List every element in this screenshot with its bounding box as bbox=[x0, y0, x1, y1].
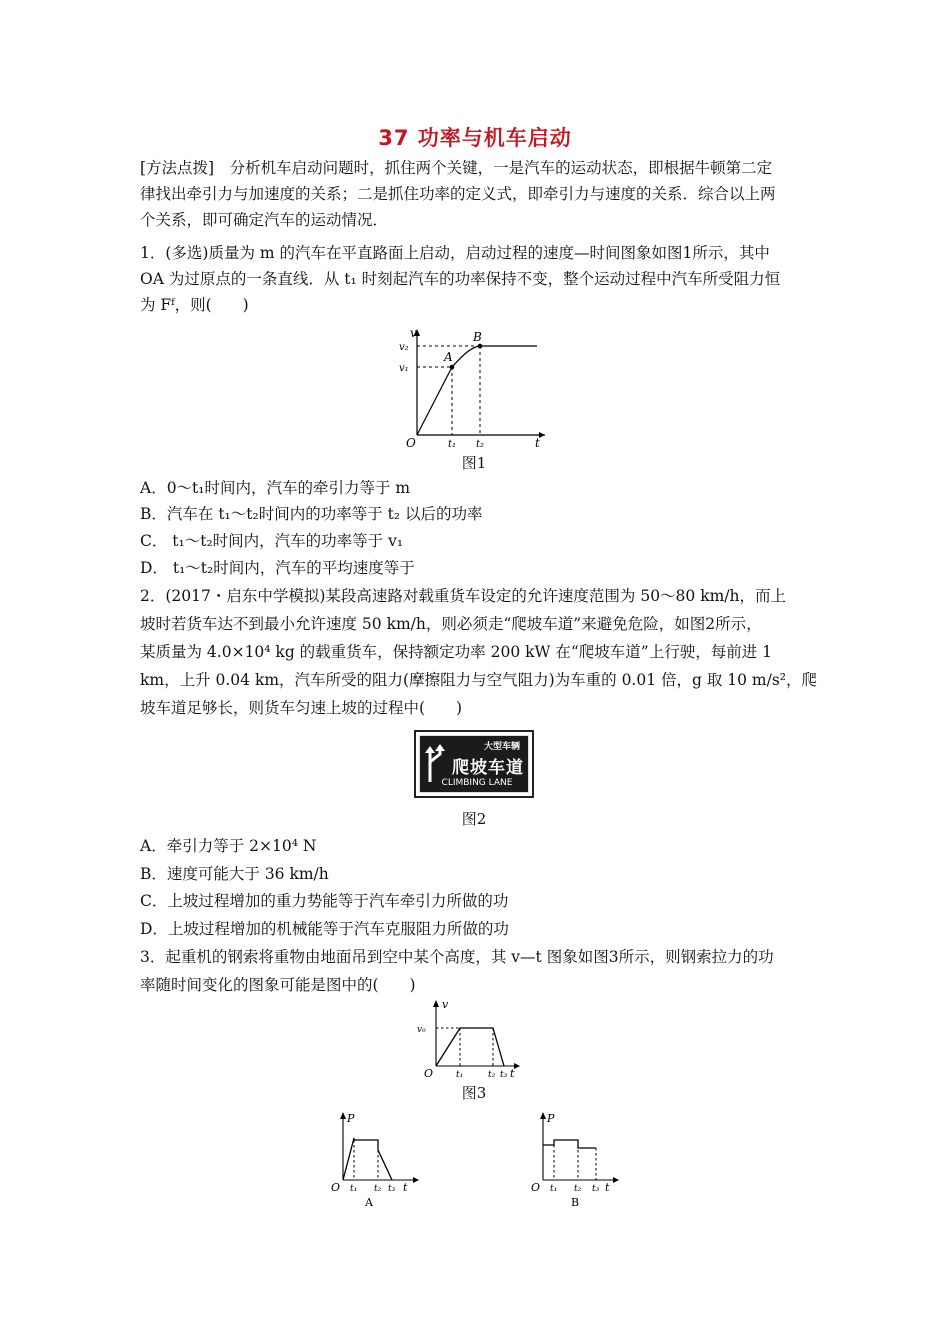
q1-option-b: B．汽车在 t₁～t₂时间内的功率等于 t₂ 以后的功率 bbox=[140, 505, 483, 523]
tick-label-t2: t₂ bbox=[574, 1184, 582, 1194]
q2-stem-line: 坡时若货车达不到最小允许速度 50 km/h，则必须走“爬坡车道”来避免危险，如图2所示， bbox=[140, 615, 762, 633]
origin-label: O bbox=[406, 436, 416, 450]
sign-top-text: 大型车辆 bbox=[483, 742, 520, 752]
q1-option-d: D． t₁～t₂时间内，汽车的平均速度等于 bbox=[140, 559, 415, 577]
method-tip-line: 个关系，即可确定汽车的运动情况． bbox=[140, 211, 389, 229]
tick-label-t1: t₁ bbox=[350, 1184, 358, 1194]
figure-3-caption: 图3 bbox=[461, 1084, 487, 1102]
q2-stem-line: 某质量为 4.0×10⁴ kg 的载重货车，保持额定功率 200 kW 在“爬坡车道”上行驶，每前进 1 bbox=[140, 643, 772, 661]
point-label-b: B bbox=[473, 330, 482, 344]
tick-label-t1: t₁ bbox=[550, 1184, 558, 1194]
method-tip-line: [方法点拨] 分析机车启动问题时，抓住两个关键，一是汽车的运动状态，即根据牛顿第二定 bbox=[140, 159, 773, 177]
tick-label-v1: v₁ bbox=[399, 363, 409, 374]
choice-b-pt-graph bbox=[525, 1110, 625, 1210]
choice-a-pt-graph bbox=[325, 1110, 425, 1210]
tick-label-t3: t₃ bbox=[592, 1184, 600, 1194]
origin-label: O bbox=[331, 1181, 341, 1194]
tick-label-v0: v₀ bbox=[417, 1025, 426, 1035]
choice-b-label: B bbox=[571, 1196, 580, 1209]
tick-label-v2: v₂ bbox=[399, 342, 409, 353]
tick-label-t2: t₂ bbox=[374, 1184, 382, 1194]
axis-label-t: t bbox=[535, 436, 540, 450]
q2-option-b: B．速度可能大于 36 km/h bbox=[140, 865, 329, 883]
climbing-lane-sign bbox=[414, 730, 534, 798]
axis-label-t: t bbox=[510, 1067, 515, 1080]
q1-stem-line: 1．(多选)质量为 m 的汽车在平直路面上启动，启动过程的速度—时间图象如图1所示，其中 bbox=[140, 244, 770, 262]
method-tip-line: 律找出牵引力与加速度的关系；二是抓住功率的定义式，即牵引力与速度的关系．综合以上两 bbox=[140, 185, 776, 203]
figure-1-caption: 图1 bbox=[461, 454, 487, 472]
q3-stem-line: 3．起重机的钢索将重物由地面吊到空中某个高度，其 v—t 图象如图3所示，则钢索拉力的功 bbox=[140, 948, 774, 966]
page-title: 37 功率与机车启动 bbox=[378, 126, 572, 150]
figure-1-vt-graph bbox=[395, 325, 555, 450]
q2-option-a: A．牵引力等于 2×10⁴ N bbox=[140, 837, 317, 855]
tick-label-t2: t₂ bbox=[476, 439, 485, 450]
axis-label-p: P bbox=[547, 1112, 555, 1125]
q2-option-d: D．上坡过程增加的机械能等于汽车克服阻力所做的功 bbox=[140, 920, 509, 938]
axis-label-t: t bbox=[403, 1181, 408, 1194]
q1-stem-line: OA 为过原点的一条直线．从 t₁ 时刻起汽车的功率保持不变，整个运动过程中汽车所受阻力恒 bbox=[140, 270, 781, 288]
tick-label-t1: t₁ bbox=[456, 1070, 464, 1080]
axis-label-p: P bbox=[347, 1112, 355, 1125]
q2-stem-line: 坡车道足够长，则货车匀速上坡的过程中( ) bbox=[140, 699, 463, 717]
origin-label: O bbox=[424, 1067, 434, 1080]
q1-option-a: A．0～t₁时间内，汽车的牵引力等于 m bbox=[140, 479, 411, 497]
axis-label-v: v bbox=[410, 326, 417, 340]
tick-label-t1: t₁ bbox=[448, 439, 457, 450]
figure-2-caption: 图2 bbox=[461, 810, 487, 828]
q1-option-c: C． t₁～t₂时间内，汽车的功率等于 v₁ bbox=[140, 532, 404, 550]
q3-stem-line: 率随时间变化的图象可能是图中的( ) bbox=[140, 976, 416, 994]
q1-stem-line: 为 Fᶠ，则( ) bbox=[140, 296, 249, 314]
sign-english-text: CLIMBING LANE bbox=[441, 778, 513, 788]
axis-label-v: v bbox=[442, 998, 449, 1011]
origin-label: O bbox=[531, 1181, 541, 1194]
choice-a-label: A bbox=[365, 1196, 373, 1209]
axis-label-t: t bbox=[605, 1181, 610, 1194]
q2-stem-line: km，上升 0.04 km，汽车所受的阻力(摩擦阻力与空气阻力)为车重的 0.01 倍，g 取 10 m/s²，爬 bbox=[140, 671, 818, 689]
figure-3-vt-graph bbox=[400, 998, 530, 1080]
sign-main-text: 爬坡车道 bbox=[452, 758, 524, 778]
tick-label-t2: t₂ bbox=[488, 1070, 496, 1080]
tick-label-t3: t₃ bbox=[500, 1070, 508, 1080]
point-label-a: A bbox=[444, 350, 453, 364]
q2-option-c: C．上坡过程增加的重力势能等于汽车牵引力所做的功 bbox=[140, 892, 509, 910]
q2-stem-line: 2．(2017・启东中学模拟)某段高速路对载重货车设定的允许速度范围为 50～80 km/h，而上 bbox=[140, 587, 786, 605]
tick-label-t3: t₃ bbox=[388, 1184, 396, 1194]
